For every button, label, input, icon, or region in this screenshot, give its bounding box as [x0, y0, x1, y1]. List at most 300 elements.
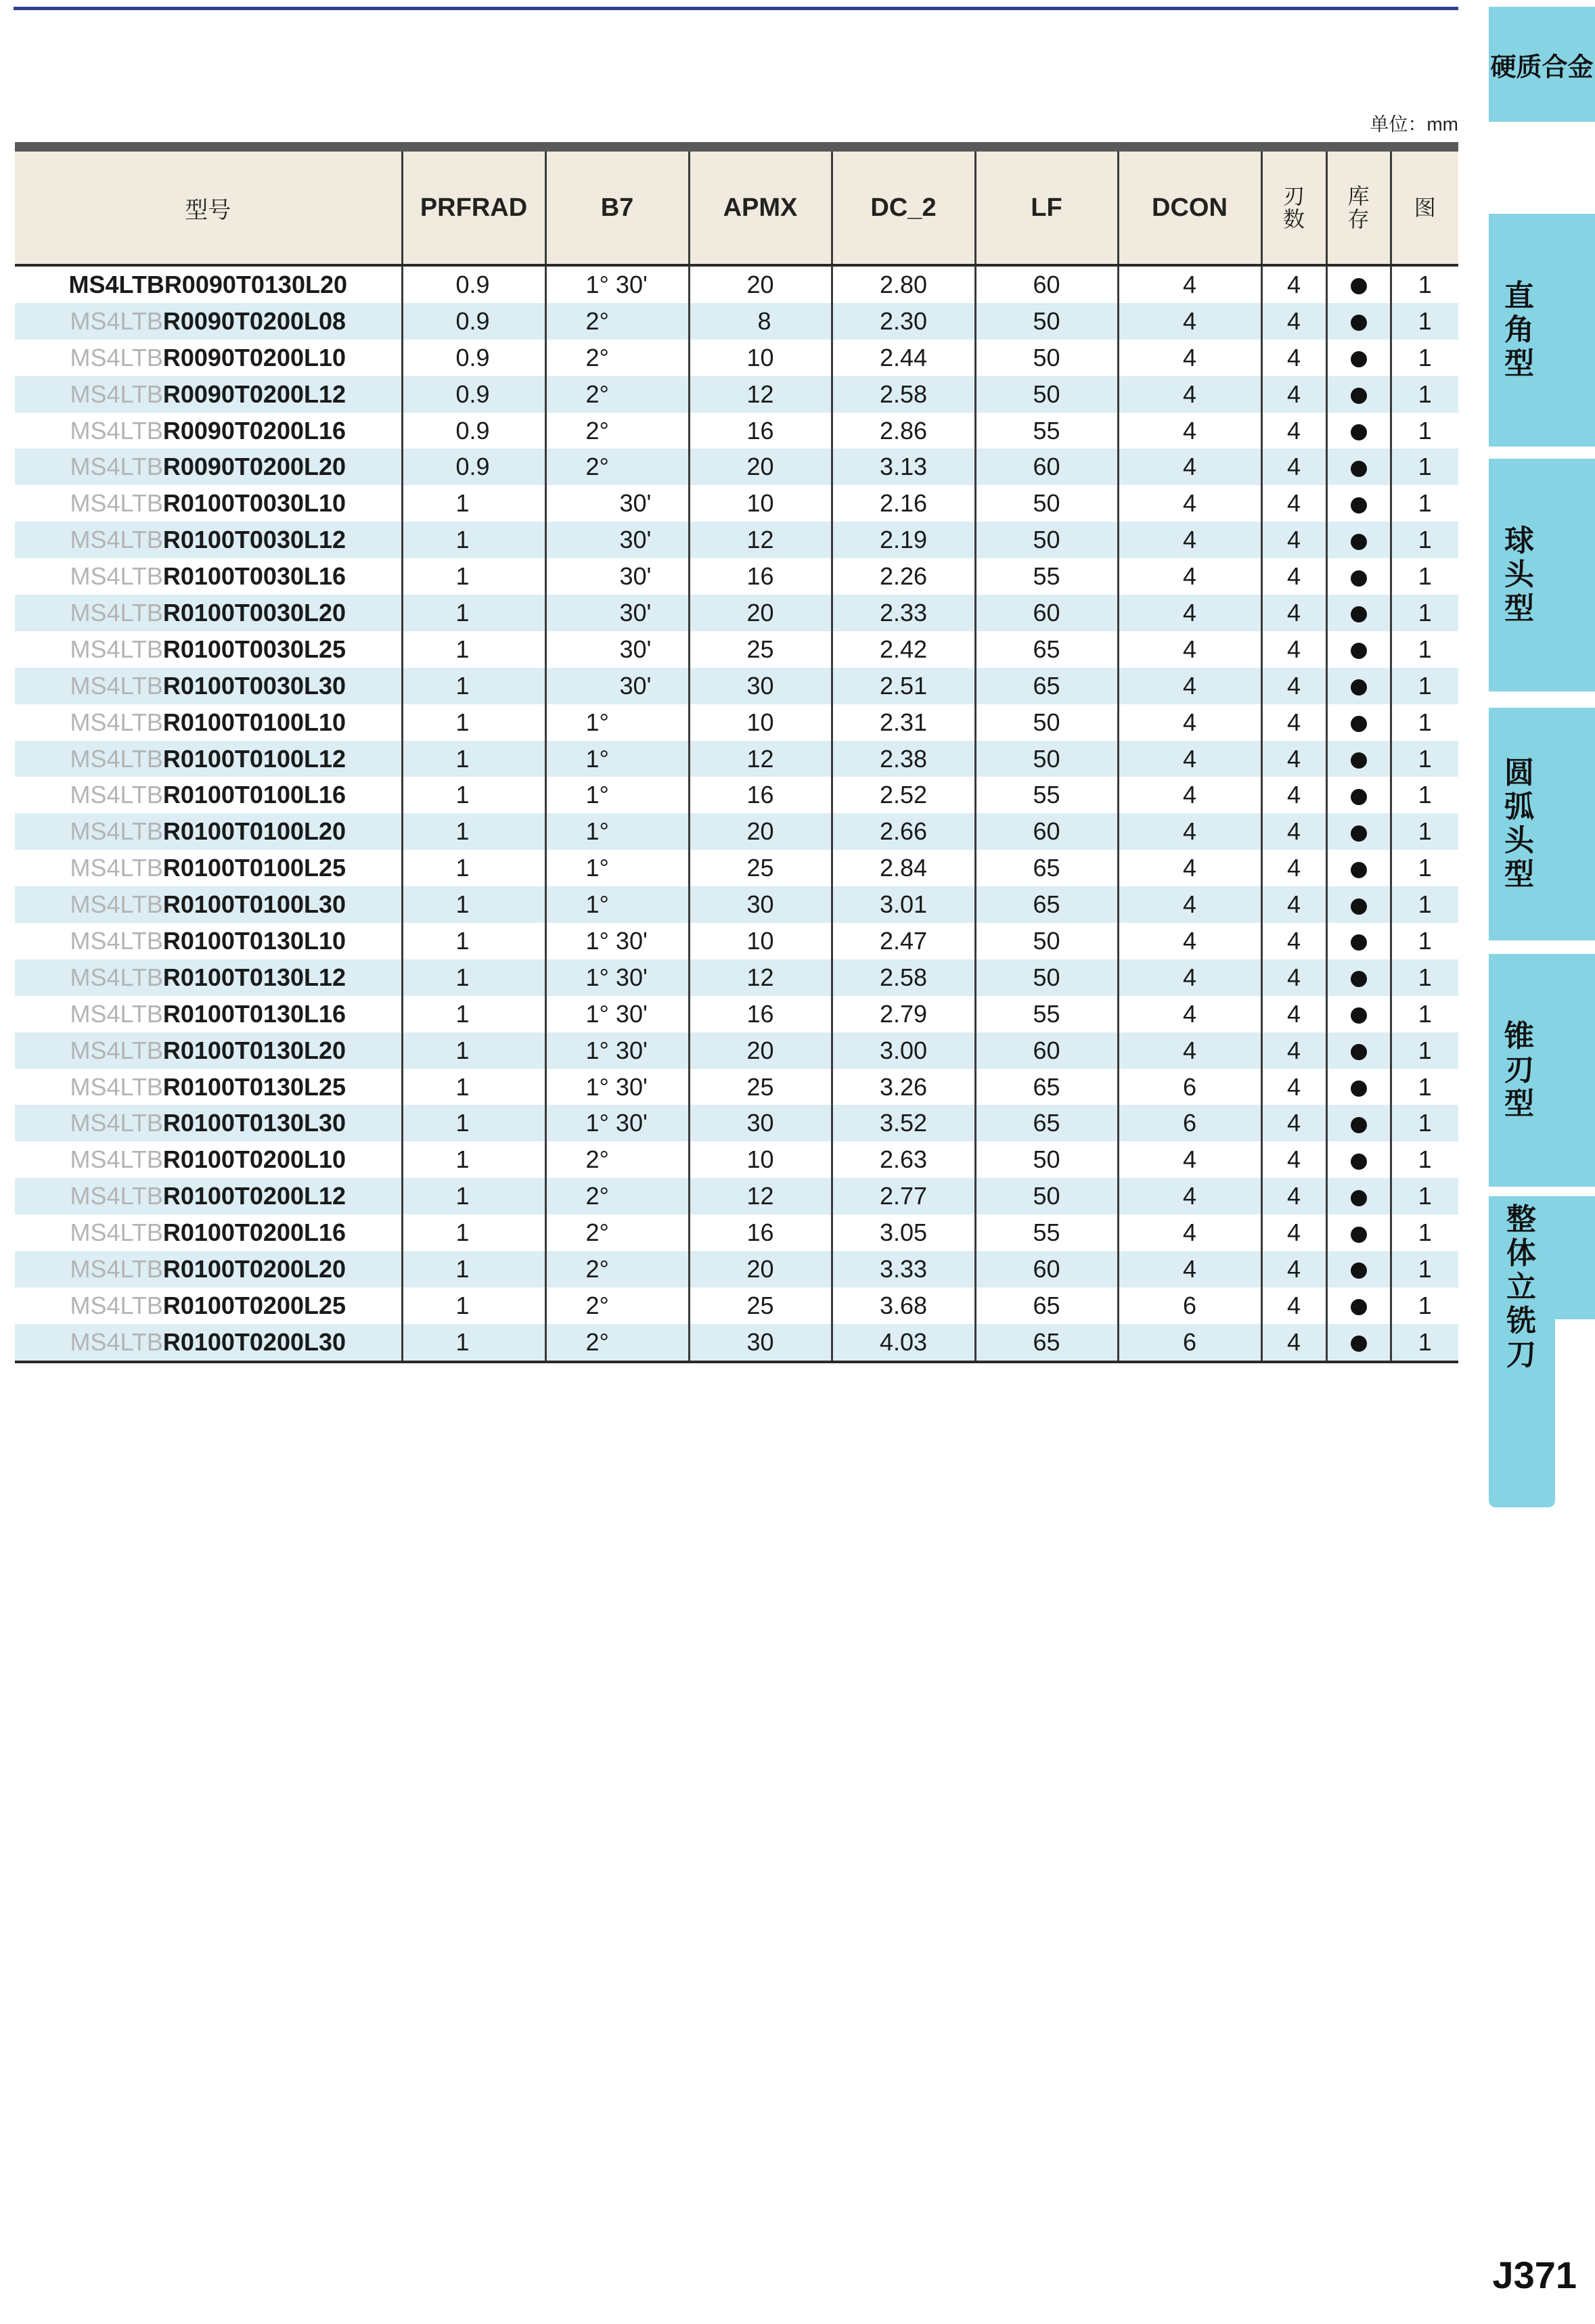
cell-flutes: 4: [1261, 777, 1326, 813]
model-number: [70, 1145, 346, 1173]
cell-dcon: 4: [1118, 923, 1261, 959]
cell-b7: 1° 30': [545, 1032, 689, 1069]
model-number: [70, 1255, 346, 1283]
model-prefix: MS4LTB: [70, 562, 163, 591]
header-rule: [15, 142, 1458, 152]
model-number: [70, 1036, 346, 1064]
cell-dcon: 4: [1118, 265, 1261, 303]
model-number: [70, 781, 346, 808]
cell-stock: [1326, 1178, 1391, 1214]
tab-ball-end[interactable]: [1489, 455, 1595, 691]
model-prefix: MS4LTB: [68, 270, 164, 298]
table-header-row: [15, 152, 1458, 265]
in-stock-dot-icon: [1351, 1007, 1367, 1024]
cell-b7: 2°: [545, 1178, 689, 1214]
cell-dcon: 6: [1118, 1288, 1261, 1324]
model-suffix: R0090T0130L20: [164, 270, 348, 298]
cell-lf: 50: [975, 340, 1118, 376]
cell-dc2: 2.79: [832, 996, 975, 1032]
model-suffix: R0100T0100L10: [162, 708, 346, 736]
cell-flutes: 4: [1261, 558, 1326, 595]
cell-stock: [1326, 449, 1391, 485]
in-stock-dot-icon: [1351, 679, 1367, 696]
header-figure: 图: [1391, 152, 1458, 265]
cell-dc2: 2.66: [832, 813, 975, 850]
cell-lf: 50: [975, 303, 1118, 340]
cell-stock: [1326, 996, 1391, 1032]
in-stock-dot-icon: [1351, 825, 1367, 842]
cell-dc2: 3.00: [832, 1032, 975, 1069]
cell-b7: 30': [545, 595, 689, 631]
cell-flutes: 4: [1261, 1141, 1326, 1178]
model-prefix: MS4LTB: [70, 671, 163, 700]
cell-stock: [1326, 704, 1391, 741]
cell-figure: 1: [1391, 340, 1458, 376]
cell-stock: [1326, 777, 1391, 813]
cell-figure: 1: [1391, 1288, 1458, 1324]
cell-prfrad: 0.9: [402, 449, 545, 485]
cell-figure: 1: [1391, 631, 1458, 668]
cell-b7: 1° 30': [545, 923, 689, 959]
cell-figure: 1: [1391, 558, 1458, 595]
model-suffix: R0090T0200L08: [162, 306, 346, 335]
cell-figure: 1: [1391, 303, 1458, 340]
cell-dc2: 2.51: [832, 668, 975, 704]
tab-carbide[interactable]: [1489, 7, 1595, 122]
tab-tapered-label: 锥刃型: [1504, 1020, 1534, 1120]
cell-b7: 2°: [545, 1251, 689, 1288]
cell-b7: 1°: [545, 813, 689, 850]
table-row: [15, 777, 1458, 813]
cell-stock: [1326, 886, 1391, 923]
cell-prfrad: 1: [402, 1141, 545, 1178]
in-stock-dot-icon: [1351, 278, 1367, 294]
cell-model: [15, 1178, 402, 1214]
model-number: [70, 1328, 346, 1356]
model-suffix: R0100T0030L30: [162, 671, 346, 700]
cell-model: [15, 704, 402, 741]
cell-b7: 2°: [545, 340, 689, 376]
cell-model: [15, 959, 402, 996]
cell-stock: [1326, 631, 1391, 668]
cell-prfrad: 1: [402, 1178, 545, 1214]
cell-b7: 30': [545, 668, 689, 704]
cell-figure: 1: [1391, 704, 1458, 741]
model-number: [70, 344, 346, 371]
cell-dc2: 2.19: [832, 522, 975, 558]
in-stock-dot-icon: [1351, 1227, 1367, 1243]
cell-prfrad: 1: [402, 668, 545, 704]
cell-figure: 1: [1391, 1251, 1458, 1288]
cell-dc2: 2.86: [832, 413, 975, 449]
tab-square-end[interactable]: [1489, 210, 1595, 447]
cell-dcon: 4: [1118, 449, 1261, 485]
header-model: 型号: [15, 152, 402, 265]
cell-apmx: 20: [689, 265, 832, 303]
cell-dc2: 2.84: [832, 850, 975, 886]
cell-apmx: 10: [689, 923, 832, 959]
cell-model: [15, 376, 402, 413]
in-stock-dot-icon: [1351, 1299, 1367, 1315]
cell-dc2: 2.38: [832, 741, 975, 777]
cell-prfrad: 1: [402, 1032, 545, 1069]
cell-dc2: 3.33: [832, 1251, 975, 1288]
cell-b7: 1°: [545, 777, 689, 813]
cell-flutes: 4: [1261, 595, 1326, 631]
cell-model: [15, 1069, 402, 1106]
cell-lf: 65: [975, 886, 1118, 923]
model-suffix: R0100T0100L25: [162, 854, 346, 882]
cell-lf: 55: [975, 996, 1118, 1032]
cell-dcon: 4: [1118, 1251, 1261, 1288]
model-prefix: MS4LTB: [70, 999, 163, 1028]
cell-dcon: 4: [1118, 668, 1261, 704]
model-prefix: MS4LTB: [70, 343, 163, 371]
cell-b7: 1° 30': [545, 265, 689, 303]
table-row: [15, 522, 1458, 558]
header-flutes-text: 刃数: [1282, 184, 1305, 231]
model-prefix: MS4LTB: [70, 1254, 163, 1283]
model-prefix: MS4LTB: [70, 1109, 163, 1137]
table-row: [15, 413, 1458, 449]
cell-apmx: 12: [689, 376, 832, 413]
page-number: J371: [1492, 2254, 1577, 2296]
model-number: [70, 890, 346, 918]
model-prefix: MS4LTB: [70, 963, 163, 991]
cell-stock: [1326, 1105, 1391, 1141]
cell-dcon: 4: [1118, 413, 1261, 449]
cell-apmx: 30: [689, 886, 832, 923]
cell-flutes: 4: [1261, 522, 1326, 558]
cell-flutes: 4: [1261, 813, 1326, 850]
cell-dc2: 2.63: [832, 1141, 975, 1178]
cell-flutes: 4: [1261, 1178, 1326, 1214]
cell-dcon: 4: [1118, 1032, 1261, 1069]
cell-stock: [1326, 1141, 1391, 1178]
tab-ball-end-label: 球头型: [1504, 524, 1534, 625]
table-row: [15, 1251, 1458, 1288]
model-prefix: MS4LTB: [70, 1291, 163, 1319]
cell-dcon: 4: [1118, 886, 1261, 923]
cell-dc2: 2.47: [832, 923, 975, 959]
cell-flutes: 4: [1261, 376, 1326, 413]
table-row: [15, 1032, 1458, 1069]
cell-model: [15, 777, 402, 813]
model-number: [70, 672, 346, 700]
header-prfrad: PRFRAD: [402, 152, 545, 265]
cell-flutes: 4: [1261, 886, 1326, 923]
in-stock-dot-icon: [1351, 934, 1367, 951]
cell-dc2: 3.68: [832, 1288, 975, 1324]
cell-apmx: 25: [689, 850, 832, 886]
cell-lf: 50: [975, 923, 1118, 959]
table-row: [15, 923, 1458, 959]
cell-prfrad: 1: [402, 959, 545, 996]
cell-lf: 65: [975, 1324, 1118, 1362]
cell-stock: [1326, 1069, 1391, 1106]
cell-prfrad: 1: [402, 1214, 545, 1251]
table-row: [15, 376, 1458, 413]
model-prefix: MS4LTB: [70, 1036, 163, 1064]
table-row: [15, 813, 1458, 850]
cell-lf: 55: [975, 558, 1118, 595]
header-flutes: [1261, 152, 1326, 265]
cell-flutes: 4: [1261, 485, 1326, 522]
cell-flutes: 4: [1261, 631, 1326, 668]
cell-model: [15, 996, 402, 1032]
cell-b7: 30': [545, 522, 689, 558]
tab-tapered[interactable]: [1489, 950, 1595, 1187]
cell-dc2: 4.03: [832, 1324, 975, 1362]
cell-figure: 1: [1391, 522, 1458, 558]
cell-dcon: 4: [1118, 558, 1261, 595]
cell-stock: [1326, 1032, 1391, 1069]
model-number: [70, 635, 346, 663]
cell-lf: 65: [975, 1288, 1118, 1324]
cell-apmx: 20: [689, 449, 832, 485]
cell-dcon: 4: [1118, 813, 1261, 850]
cell-b7: 2°: [545, 1324, 689, 1362]
model-number: [70, 380, 346, 408]
cell-stock: [1326, 850, 1391, 886]
table-row: [15, 704, 1458, 741]
cell-model: [15, 522, 402, 558]
cell-dcon: 4: [1118, 595, 1261, 631]
cell-prfrad: 1: [402, 558, 545, 595]
top-rule: [14, 7, 1458, 10]
cell-lf: 50: [975, 959, 1118, 996]
cell-lf: 60: [975, 1251, 1118, 1288]
in-stock-dot-icon: [1351, 898, 1367, 915]
in-stock-dot-icon: [1351, 1262, 1367, 1279]
cell-b7: 1° 30': [545, 996, 689, 1032]
cell-lf: 60: [975, 595, 1118, 631]
cell-dcon: 4: [1118, 522, 1261, 558]
cell-prfrad: 0.9: [402, 340, 545, 376]
cell-lf: 60: [975, 813, 1118, 850]
cell-b7: 2°: [545, 449, 689, 485]
model-prefix: MS4LTB: [70, 744, 163, 773]
cell-apmx: 20: [689, 1251, 832, 1288]
cell-figure: 1: [1391, 741, 1458, 777]
table-row: [15, 1214, 1458, 1251]
cell-model: [15, 813, 402, 850]
model-prefix: MS4LTB: [70, 453, 163, 481]
table-row: [15, 850, 1458, 886]
header-stock: [1326, 152, 1391, 265]
cell-model: [15, 1141, 402, 1178]
cell-prfrad: 1: [402, 704, 545, 741]
model-suffix: R0090T0200L20: [162, 453, 346, 481]
cell-stock: [1326, 303, 1391, 340]
cell-apmx: 12: [689, 741, 832, 777]
cell-b7: 1° 30': [545, 1105, 689, 1141]
model-suffix: R0100T0200L16: [162, 1218, 346, 1247]
cell-prfrad: 0.9: [402, 376, 545, 413]
in-stock-dot-icon: [1351, 606, 1367, 622]
cell-prfrad: 1: [402, 522, 545, 558]
cell-b7: 30': [545, 558, 689, 595]
cell-apmx: 16: [689, 777, 832, 813]
cell-b7: 2°: [545, 1288, 689, 1324]
tab-corner-radius[interactable]: [1489, 704, 1595, 940]
cell-flutes: 4: [1261, 340, 1326, 376]
cell-flutes: 4: [1261, 850, 1326, 886]
table-body: [15, 265, 1458, 1362]
cell-dcon: 4: [1118, 850, 1261, 886]
cell-apmx: 20: [689, 813, 832, 850]
cell-lf: 65: [975, 850, 1118, 886]
cell-b7: 1°: [545, 850, 689, 886]
header-dc2: DC_2: [832, 152, 975, 265]
in-stock-dot-icon: [1351, 497, 1367, 514]
model-suffix: R0090T0200L10: [162, 343, 346, 371]
model-prefix: MS4LTB: [70, 781, 163, 809]
product-table: [15, 152, 1458, 1363]
model-suffix: R0100T0200L25: [162, 1291, 346, 1319]
cell-model: [15, 741, 402, 777]
model-suffix: R0100T0200L12: [162, 1182, 346, 1210]
cell-dc2: 2.16: [832, 485, 975, 522]
model-prefix: MS4LTB: [70, 598, 163, 626]
cell-stock: [1326, 741, 1391, 777]
cell-figure: 1: [1391, 886, 1458, 923]
cell-prfrad: 1: [402, 1251, 545, 1288]
model-number: [70, 417, 346, 445]
cell-lf: 50: [975, 376, 1118, 413]
cell-stock: [1326, 522, 1391, 558]
cell-dc2: 2.44: [832, 340, 975, 376]
tab-square-end-label: 直角型: [1504, 279, 1534, 380]
cell-stock: [1326, 376, 1391, 413]
cell-model: [15, 1288, 402, 1324]
cell-lf: 50: [975, 704, 1118, 741]
cell-model: [15, 886, 402, 923]
cell-flutes: 4: [1261, 265, 1326, 303]
table-row: [15, 340, 1458, 376]
model-prefix: MS4LTB: [70, 306, 163, 335]
model-suffix: R0100T0130L16: [162, 999, 346, 1028]
cell-lf: 55: [975, 413, 1118, 449]
cell-model: [15, 265, 402, 303]
cell-figure: 1: [1391, 485, 1458, 522]
cell-stock: [1326, 340, 1391, 376]
model-number: [70, 562, 346, 590]
cell-figure: 1: [1391, 413, 1458, 449]
cell-dcon: 4: [1118, 1141, 1261, 1178]
cell-stock: [1326, 668, 1391, 704]
cell-apmx: 30: [689, 668, 832, 704]
cell-dc2: 2.58: [832, 959, 975, 996]
cell-dcon: 4: [1118, 485, 1261, 522]
cell-dcon: 4: [1118, 340, 1261, 376]
cell-dc2: 3.52: [832, 1105, 975, 1141]
cell-b7: 1°: [545, 886, 689, 923]
cell-model: [15, 485, 402, 522]
header-apmx: APMX: [689, 152, 832, 265]
cell-b7: 2°: [545, 1214, 689, 1251]
model-number: [70, 1182, 346, 1210]
model-suffix: R0100T0100L12: [162, 744, 346, 773]
cell-apmx: 16: [689, 1214, 832, 1251]
table-row: [15, 1288, 1458, 1324]
cell-b7: 2°: [545, 376, 689, 413]
model-prefix: MS4LTB: [70, 926, 163, 955]
cell-figure: 1: [1391, 1214, 1458, 1251]
cell-figure: 1: [1391, 595, 1458, 631]
in-stock-dot-icon: [1351, 424, 1367, 440]
unit-label: 单位：mm: [1370, 114, 1458, 135]
in-stock-dot-icon: [1351, 1154, 1367, 1170]
cell-lf: 65: [975, 668, 1118, 704]
model-number: [70, 1218, 346, 1246]
cell-model: [15, 1105, 402, 1141]
table-row: [15, 1069, 1458, 1106]
cell-dcon: 6: [1118, 1069, 1261, 1106]
cell-dc2: 3.13: [832, 449, 975, 485]
cell-apmx: 12: [689, 522, 832, 558]
cell-prfrad: 0.9: [402, 303, 545, 340]
tab-corner-radius-label: 圆弧头型: [1504, 756, 1534, 891]
cell-lf: 55: [975, 777, 1118, 813]
model-suffix: R0100T0030L20: [162, 598, 346, 626]
model-prefix: MS4LTB: [70, 854, 163, 882]
cell-dcon: 4: [1118, 959, 1261, 996]
cell-dc2: 3.05: [832, 1214, 975, 1251]
model-suffix: R0100T0030L10: [162, 489, 346, 518]
cell-model: [15, 850, 402, 886]
cell-b7: 1° 30': [545, 959, 689, 996]
cell-dc2: 2.30: [832, 303, 975, 340]
cell-b7: 30': [545, 485, 689, 522]
cell-dc2: 2.52: [832, 777, 975, 813]
cell-prfrad: 0.9: [402, 413, 545, 449]
cell-lf: 55: [975, 1214, 1118, 1251]
cell-lf: 60: [975, 1032, 1118, 1069]
model-number: [70, 453, 346, 480]
model-prefix: MS4LTB: [70, 489, 163, 518]
cell-lf: 50: [975, 522, 1118, 558]
cell-figure: 1: [1391, 959, 1458, 996]
cell-apmx: 30: [689, 1105, 832, 1141]
cell-model: [15, 923, 402, 959]
cell-b7: 2°: [545, 303, 689, 340]
in-stock-dot-icon: [1351, 570, 1367, 587]
model-suffix: R0100T0130L10: [162, 926, 346, 955]
cell-flutes: 4: [1261, 704, 1326, 741]
cell-flutes: 4: [1261, 303, 1326, 340]
cell-model: [15, 1324, 402, 1362]
model-prefix: MS4LTB: [70, 1145, 163, 1174]
cell-prfrad: 1: [402, 1105, 545, 1141]
cell-dc2: 2.42: [832, 631, 975, 668]
cell-dc2: 2.58: [832, 376, 975, 413]
cell-model: [15, 413, 402, 449]
table-row: [15, 959, 1458, 996]
model-suffix: R0100T0200L10: [162, 1145, 346, 1174]
cell-figure: 1: [1391, 813, 1458, 850]
cell-figure: 1: [1391, 923, 1458, 959]
cell-lf: 65: [975, 1105, 1118, 1141]
in-stock-dot-icon: [1351, 789, 1367, 805]
cell-prfrad: 1: [402, 850, 545, 886]
table-row: [15, 1324, 1458, 1362]
in-stock-dot-icon: [1351, 971, 1367, 987]
cell-lf: 60: [975, 449, 1118, 485]
model-prefix: MS4LTB: [70, 635, 163, 663]
in-stock-dot-icon: [1351, 752, 1367, 769]
cell-stock: [1326, 813, 1391, 850]
